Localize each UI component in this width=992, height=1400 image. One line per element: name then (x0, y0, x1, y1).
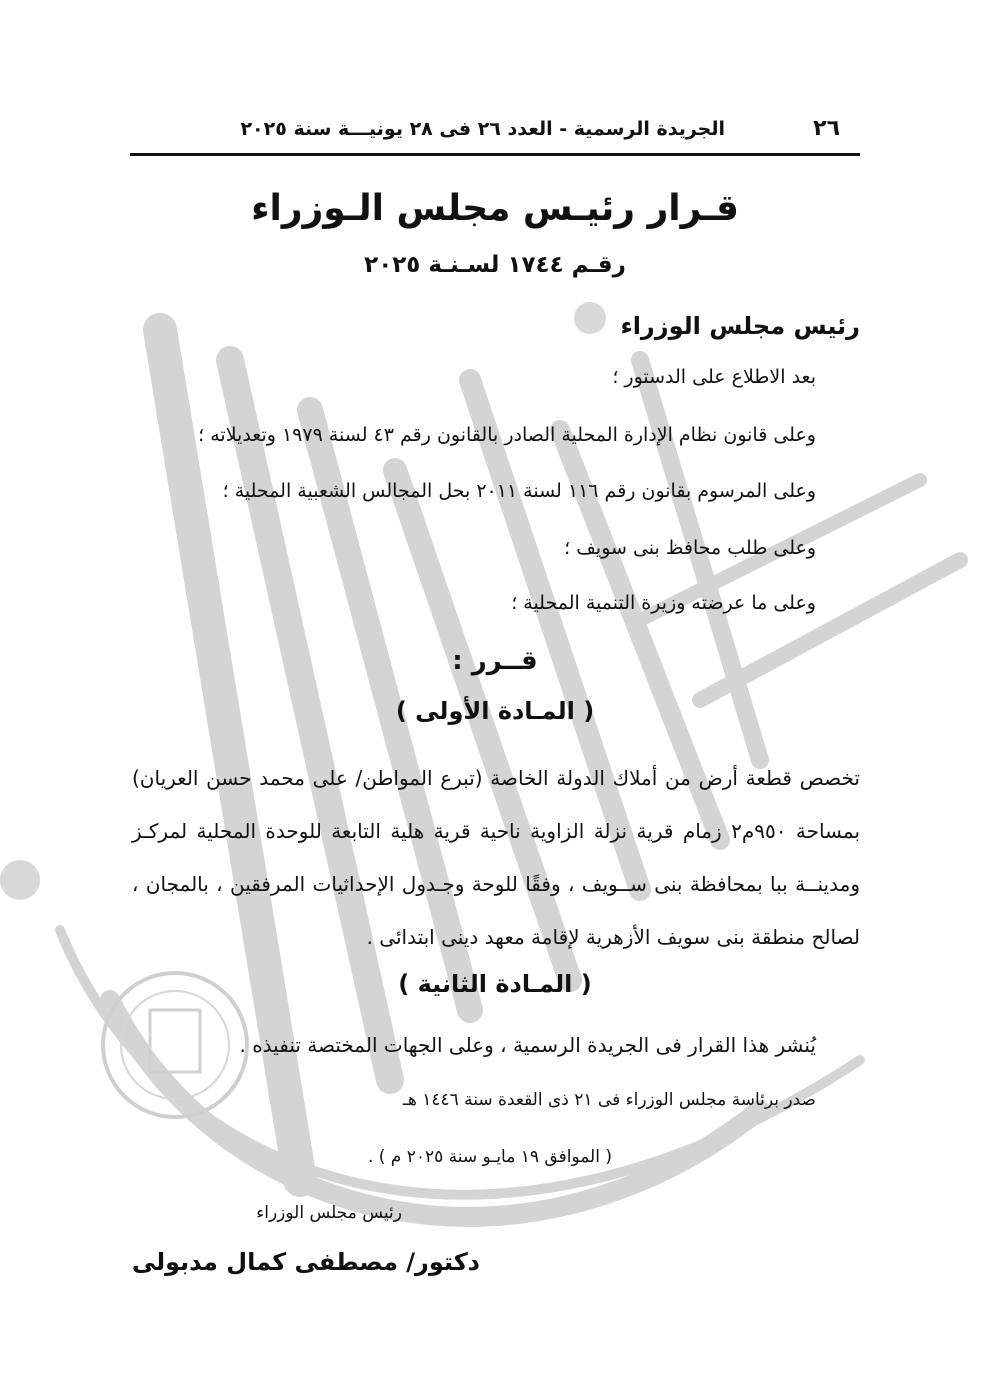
issued-date: صدر برئاسة مجلس الوزراء فى ٢١ ذى القعدة سنة ١٤٤٦ هـ (402, 1090, 816, 1110)
article-1-body: تخصص قطعة أرض من أملاك الدولة الخاصة (تبرع المواطن/ على محمد حسن العريان) بمساحة ٩٥٠م٢ زمام قرية نزلة الزاوية ناحية قرية هلية التابعة للوحدة المحلية لمركـز ومدينــة ببا بمحافظة بنى ســويف ، وفقًا للوحة وجـدول الإحداثيات المرفقين ، بالمجان ، لصالح منطقة بنى سويف الأزهرية لإقامة معهد دينى ابتدائى . (132, 766, 861, 949)
article-1-heading: ( المـادة الأولى ) (395, 697, 595, 725)
signature-title: رئيس مجلس الوزراء (256, 1203, 402, 1223)
preamble-line: وعلى قانون نظام الإدارة المحلية الصادر بالقانون رقم ٤٣ لسنة ١٩٧٩ وتعديلاته ؛ (198, 424, 816, 446)
preamble-line: وعلى المرسوم بقانون رقم ١١٦ لسنة ٢٠١١ بحل المجالس الشعبية المحلية ؛ (222, 480, 816, 502)
article-2-heading: ( المـادة الثانية ) (398, 970, 592, 998)
corresponding-date: ( الموافق ١٩ مايـو سنة ٢٠٢٥ م ) . (367, 1147, 612, 1167)
page-header (130, 108, 860, 148)
article-2-body: يُنشر هذا القرار فى الجريدة الرسمية ، وعلى الجهات المختصة تنفيذه . (239, 1033, 816, 1057)
decree-number: رقـم ١٧٤٤ لسـنـة ٢٠٢٥ (364, 252, 626, 278)
preamble-line: بعد الاطلاع على الدستور ؛ (612, 366, 816, 388)
preamble-line: وعلى طلب محافظ بنى سويف ؛ (564, 537, 816, 559)
authority-heading: رئيس مجلس الوزراء (620, 312, 860, 340)
signature-name: دكتور/ مصطفى كمال مدبولى (131, 1248, 480, 1276)
running-head: الجريدة الرسمية - العدد ٢٦ فى ٢٨ يونيـــة سنة ٢٠٢٥ (240, 118, 725, 140)
preamble-line: وعلى ما عرضته وزيرة التنمية المحلية ؛ (511, 592, 816, 614)
page-number: ٢٦ (813, 116, 840, 141)
decided-heading: قــرر : (452, 646, 538, 676)
header-rule (130, 153, 860, 156)
decree-title: قـرار رئيـس مجلس الـوزراء (251, 188, 739, 229)
